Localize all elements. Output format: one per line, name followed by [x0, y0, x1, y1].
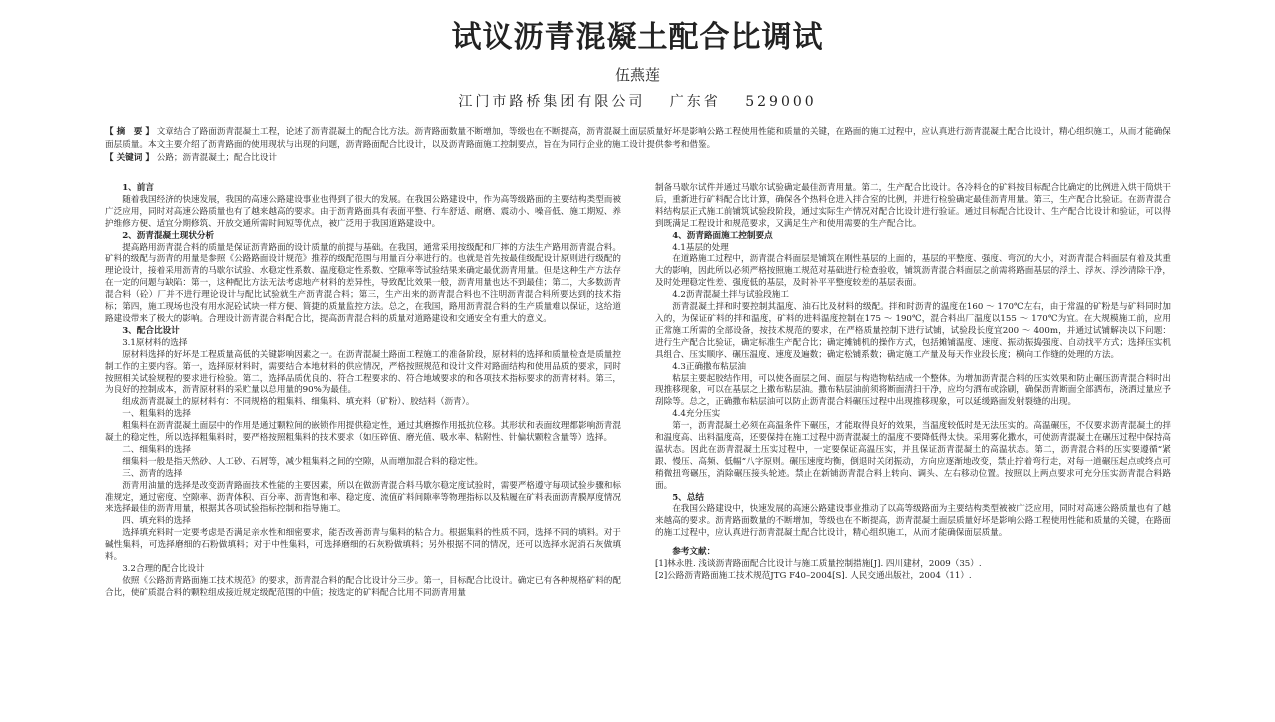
- body-paragraph: 第一，沥青混凝土必须在高温条件下碾压，才能取得良好的效果，当温度较低时是无法压实的。高温碾压，不仅要求沥青混凝土的拌和温度高、出料温度高，还要保持在施工过程中沥青混凝土的温度不要降低得太快。采用雾化撒水，可使沥青混凝土在碾压过程中保持高温状态。因此在沥青混凝土压实过程中，一定要保证高温压实，并且保证沥青混凝土的高温状态。第二，沥青混合料的压实要遵循“紧跟、慢压、高频、低幅”八字原则。碾压速度均衡，倒退时关闭振动，方向应逐渐地改变，禁止拧着弯行走，对每一道碾压起点或终点可稍微扭弯碾压，消除碾压接头轮迹。禁止在新铺沥青混合料上转向、调头、左右移动位置。按照以上两点要求可充分压实沥青混合料路面。: [655, 421, 1171, 491]
- body-paragraph: 沥青用油量的选择是改变沥青路面技术性能的主要因素，所以在做沥青混合料马歇尔稳定度试验时，需要严格遵守每项试验步骤和标准规定，通过密度、空隙率、沥青体积、百分率、沥青饱和率、稳定度、流值矿料间隙率等物理指标以及粘履在矿料表面沥青膜厚度情况来选择最佳的沥青用量，根据其各项试验指标控制和指导施工。: [105, 480, 621, 515]
- body-left-column: [105, 183, 621, 600]
- body-paragraph: 随着我国经济的快速发展，我国的高速公路建设事业也得到了很大的发展。在我国公路建设中，作为高等级路面的主要结构类型而被广泛应用，同时对高速公路质量也有了越来越高的要求。由于沥青路面具有表面平整、行车舒适、耐磨、震动小、噪音低、施工期短、养护维修方便、适宜分期修筑、开放交通所需时间短等优点，被广泛用于我国道路建设中。: [105, 194, 621, 229]
- references-heading: 参考文献：: [672, 547, 716, 558]
- body-paragraph: 粘层主要起胶结作用，可以使各面层之间、面层与构造物粘结成一个整体。为增加沥青混合料的压实效果和防止碾压沥青混合料时出现推移现象，可以在基层之上撒布粘层油。撒布粘层油前须将断面清扫干净，应均匀洒布或涂刷，确保沥青断面全部洒布，浇洒过量应予刮除等。总之，正确撒布粘层油可以防止沥青混合料碾压过程中出现推移现象，可以延缓路面发射裂缝的出现。: [655, 373, 1171, 408]
- body-right-column: [655, 183, 1171, 583]
- body-paragraph: 沥青混凝土拌和时要控制其温度、油石比及材料的级配。拌和时沥青的温度在160 ～ 170℃左右，由于常温的矿粉是与矿料同时加入的，为保证矿料的拌和温度，矿料的进料温度控制在175 ～ 190℃，混合料出厂温度以155 ～ 170℃为宜。在大规模施工前，应用正常施工所需的全部设备，按技术规范的要求，在严格质量控制下进行试铺，试验段长度宜200 ～ 400m，并通过试铺解决以下问题：进行生产配合比验证，确定标准生产配合比；确定摊铺机的操作方式，包括摊铺温度、速度、振动振捣强度、自动找平方式；选择压实机具组合、压实顺序、碾压温度、速度及遍数；确定松铺系数；确定施工产量及每天作业段长度；横向工作缝的处理的方法。: [655, 302, 1171, 360]
- keywords-paragraph: [105, 152, 1175, 165]
- body-paragraph: 在我国公路建设中，快速发展的高速公路建设事业推动了以高等级路面为主要结构类型被被广泛应用，同时对高速公路质量也有了越来越高的要求。沥青路面数量的不断增加，等级也在不断提高，沥青混凝土面层质量好坏是影响公路工程使用性能和质量的关键，在路面的施工过程中，应认真进行沥青混凝土配合比设计，精心组织施工，从而才能确保面层质量。: [655, 504, 1171, 539]
- subsection-heading: 4.1基层的处理: [672, 242, 729, 253]
- keywords-text: 公路；沥青混凝土；配合比设计: [156, 153, 278, 163]
- subsection-heading: 4.2沥青混凝土拌与试验段施工: [672, 290, 789, 301]
- section-heading: 3、配合比设计: [122, 325, 180, 336]
- body-paragraph: 细集料一般是指天然砂、人工砂、石屑等，减少粗集料之间的空隙，从而增加混合料的稳定性。: [122, 456, 484, 467]
- subsection-heading: 一、粗集料的选择: [122, 409, 191, 420]
- body-paragraph: 粗集料在沥青混凝土面层中的作用是通过颗粒间的嵌锁作用提供稳定性，通过其磨擦作用抵抗位移。其形状和表面纹理都影响沥青混凝土的稳定性，所以选择粗集料时，要严格按照粗集料的技术要求（如压碎值、磨光值、吸水率、粘附性、针偏状颗粒含量等）选择。: [105, 421, 621, 444]
- body-paragraph: 原材料选择的好坏是工程质量高低的关键影响因素之一。在沥青混凝土路面工程施工的准备阶段，原材料的选择和质量检查是质量控制工作的主要内容。第一，选择原材料时，需要结合本地材料的供应情况，严格按照规范和设计文件对路面结构和使用品质的要求，同时按照相关试验规程的要求进行检验。第二，选择品质优良的、符合工程要求的、符合地域要求的和各项技术指标要求的沥青材料。第三，为良好的控制成本，沥青原材料的采贮量以总用量的90%为最佳。: [105, 349, 621, 396]
- references-list: [655, 559, 1171, 583]
- subsection-heading: 4.3正确撒布粘层油: [672, 361, 747, 372]
- body-paragraph: 依照《公路沥青路面施工技术规范》的要求，沥青混合料的配合比设计分三步。第一，目标配合比设计。确定已有各种规格矿料的配合比，使矿质混合料的颗粒组成接近规定级配范围的中值；按选定的矿料配合比用不同沥青用量: [105, 575, 621, 598]
- section-heading: 1、前言: [122, 183, 154, 193]
- abstract-label: 【 摘 要 】: [105, 127, 154, 137]
- section-heading: 5、总结: [672, 492, 704, 503]
- subsection-heading: 二、细集料的选择: [122, 444, 191, 455]
- body-paragraph: 选择填充料时一定要考虑是否满足亲水性和细密要求，能否改善沥青与集料的粘合力。根据集料的性质不同，选择不同的填料。对于碱性集料，可选择磨细的石粉做填料；对于中性集料，可选择磨细的石灰粉做填料；另外根据不同的情况，还可以选择水泥消石灰做填料。: [105, 528, 621, 563]
- reference-item: [2]公路沥青路面施工技术规范JTG F40–2004[S]. 人民交通出版社，2004（11）.: [655, 571, 972, 581]
- body-paragraph: 组成沥青混凝土的原材料有：不同规格的粗集料、细集料、填充料（矿粉）、胶结料（沥青）。: [122, 397, 475, 408]
- right-column-body: [655, 183, 1171, 540]
- abstract-paragraph: [105, 126, 1175, 152]
- author-affiliation: 江门市路桥集团有限公司 广东省 529000: [458, 94, 817, 110]
- abstract-block: [105, 126, 1175, 165]
- section-heading: 2、沥青混凝土现状分析: [122, 230, 215, 241]
- page-title: 试议沥青混凝土配合比调试: [451, 20, 824, 55]
- subsection-heading: 四、填充料的选择: [122, 516, 191, 527]
- body-paragraph: 制备马歇尔试件并通过马歇尔试验确定最佳沥青用量。第二，生产配合比设计。各冷料仓的矿料按目标配合比确定的比例进入烘干筒烘干后，重新进行矿料配合比计算，确保各个热料仓进入拌合室的比例，并进行检验确定最佳沥青用量。第三，生产配合比验证。在沥青混合料结构层正式施工前铺筑试验段阶段，通过实际生产情况对配合比设计进行验证。通过目标配合比设计、生产配合比设计和验证，可以得到既满足工程设计和规范要求，又满足生产和使用需要的生产配合比。: [655, 183, 1171, 229]
- subsection-heading: 三、沥青的选择: [122, 468, 183, 479]
- section-heading: 4、沥青路面施工控制要点: [672, 230, 773, 241]
- subsection-heading: 4.4充分压实: [672, 409, 721, 420]
- body-paragraph: 在道路施工过程中，沥青混合料面层是铺筑在刚性基层的上面的，基层的平整度、强度、弯沉的大小，对沥青混合料面层有着及其重大的影响，因此所以必须严格按照施工规范对基础进行检查验收，铺筑沥青混合料面层之前需将路面基层的浮土、浮灰、浮沙清除干净，及时处理稳定性差、强度低的基层，及时补平平整度较差的基层表面。: [655, 254, 1171, 289]
- keywords-label: 【 关键词 】: [105, 153, 154, 163]
- abstract-text: 文章结合了路面沥青混凝土工程，论述了沥青混凝土的配合比方法。沥青路面数量不断增加，等级也在不断提高，沥青混凝土面层质量好坏是影响公路工程使用性能和质量的关键，在路面的施工过程中，应认真进行沥青混凝土配合比设计，精心组织施工，从而才能确保面层质量。本文主要介绍了沥青路面的使用现状与出现的问题，沥青路面配合比设计，以及沥青路面施工控制要点，旨在为同行企业的施工设计提供参考和借鉴。: [105, 127, 1171, 150]
- reference-item: [1]林永胜. 浅谈沥青路面配合比设计与施工质量控制措施[J]. 四川建材，2009（35）.: [655, 559, 982, 570]
- subsection-heading: 3.1原材料的选择: [122, 337, 188, 348]
- author-name: 伍燕莲: [614, 66, 660, 84]
- subsection-heading: 3.2合理的配合比设计: [122, 564, 205, 574]
- body-paragraph: 提高路用沥青混合料的质量是保证沥青路面的设计质量的前提与基础。在我国，通常采用按级配和厂摔的方法生产路用沥青混合料。矿料的级配与沥青的用量是参照《公路路面设计规范》推荐的级配范围与用量百分率进行的。也就是首先按最佳级配设计原则进行级配的理论设计，接着采用沥青的马歇尔试验、水稳定性系数、温度稳定性系数、空隙率等试验结果来确定最优沥青用量。但是这种生产方法存在一定的问题与缺陷：第一，这种配比方法无法考虑地产材料的差异性，导致配比效果一般，沥青用量也达不到最佳；第二，大多数沥青混合料（砼）厂并不进行理论设计与配比试验就生产沥青混合料；第三，生产出来的沥青混合料也不注明沥青混合料所要达到的技术指标；第四，施工现场也没有用水泥砼试块一样方便、简捷的质量监控方法。总之，在我国，路用沥青混合料的生产质量难以保证，这给道路建设带来了极大的影响。合理设计沥青混合料配合比，提高沥青混合料的质量对道路建设和交通安全有重大的意义。: [105, 242, 621, 324]
